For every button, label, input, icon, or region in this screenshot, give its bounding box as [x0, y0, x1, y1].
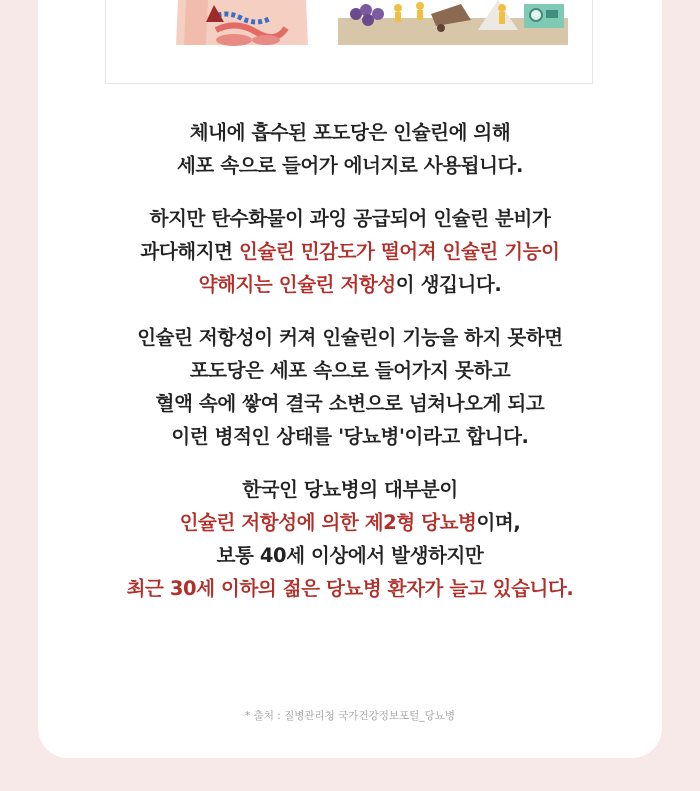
- text-line: [38, 354, 662, 387]
- text-line: [38, 473, 662, 506]
- highlight-text: 인슐린 저항성에 의한 제2형 당뇨병: [179, 511, 477, 534]
- digestion-illustration: [106, 0, 594, 84]
- paragraph-absorption: [38, 116, 662, 182]
- text-segment: 포도당은 세포 속으로 들어가지 못하고: [189, 359, 511, 382]
- text-line: [38, 321, 662, 354]
- text-line: [38, 235, 662, 268]
- text-line: [38, 202, 662, 235]
- text-line: [38, 572, 662, 605]
- text-segment: 이런 병적인 상태를 '당뇨병'이라고 합니다.: [171, 425, 529, 448]
- text-line: [38, 116, 662, 149]
- source-citation: * 출처 : 질병관리청 국가건강정보포털_당뇨병: [245, 710, 455, 722]
- paragraph-diabetes-definition: [38, 321, 662, 453]
- paragraph-type2-diabetes: [38, 473, 662, 605]
- text-segment: 세포 속으로 들어가 에너지로 사용됩니다.: [177, 154, 523, 177]
- text-line: [38, 149, 662, 182]
- text-segment: 혈액 속에 쌓여 결국 소변으로 넘쳐나오게 되고: [155, 392, 545, 415]
- text-segment: 체내에 흡수된 포도당은 인슐린에 의해: [189, 121, 511, 144]
- text-segment: 이 생깁니다.: [395, 273, 502, 296]
- text-line: [38, 506, 662, 539]
- text-segment: 이며,: [476, 511, 521, 534]
- text-segment: 보통 40세 이상에서 발생하지만: [216, 544, 484, 567]
- highlight-text: 인슐린 민감도가 떨어져 인슐린 기능이: [239, 240, 560, 263]
- text-segment: 인슐린 저항성이 커져 인슐린이 기능을 하지 못하면: [137, 326, 563, 349]
- text-line: [38, 268, 662, 301]
- highlight-text: 약해지는 인슐린 저항성: [198, 273, 396, 296]
- text-line: [38, 387, 662, 420]
- content-card: [38, 0, 662, 758]
- illustration-panel: [105, 0, 593, 84]
- paragraph-insulin-resistance: [38, 202, 662, 301]
- highlight-text: 최근 30세 이하의 젊은 당뇨병 환자가 늘고 있습니다.: [126, 577, 574, 600]
- text-segment: 과다해지면: [140, 240, 239, 263]
- text-segment: 한국인 당뇨병의 대부분이: [242, 478, 458, 501]
- text-line: [38, 420, 662, 453]
- article-body: [38, 116, 662, 625]
- text-line: [38, 539, 662, 572]
- text-segment: 하지만 탄수화물이 과잉 공급되어 인슐린 분비가: [149, 207, 551, 230]
